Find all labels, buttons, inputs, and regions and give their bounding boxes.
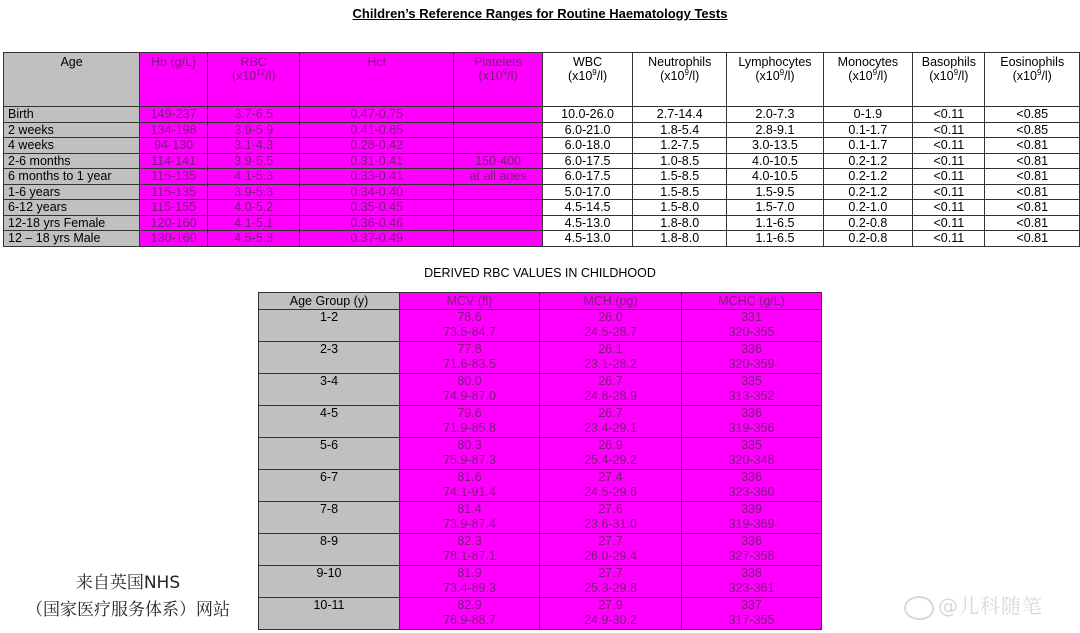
age-group-cell: 9-10 [259,566,400,598]
table-row [259,374,822,406]
mcv-range: 74.9-87.0 [443,389,496,403]
mchc-mean: 337 [741,598,762,612]
reference-ranges-table [3,52,1080,247]
mch-cell [540,406,682,438]
hct-cell: 0.35-0.45 [300,200,454,216]
lymph-cell: 2.8-9.1 [727,122,823,138]
baso-cell: <0.11 [913,169,985,185]
mchc-range: 317-355 [728,613,775,627]
age-group-cell: 10-11 [259,598,400,630]
platelets-cell [454,138,543,154]
table-row [4,169,1080,185]
mcv-mean: 79.6 [457,406,482,420]
rbc-cell: 4.1-5.3 [208,169,300,185]
mchc-range: 323-360 [728,485,775,499]
column-header-label: Lymphocytes [738,55,812,69]
mch-range: 24.8-28.9 [584,389,637,403]
hct-cell: 0.34-0.40 [300,184,454,200]
column-header: MCHC (g/L) [682,293,822,310]
wbc-cell: 4.5-13.0 [543,231,633,247]
eos-cell: <0.81 [985,215,1080,231]
rbc-cell: 4.0-5.2 [208,200,300,216]
lymph-cell: 1.5-7.0 [727,200,823,216]
mchc-range: 327-358 [728,549,775,563]
mcv-cell [400,310,540,342]
eos-cell: <0.81 [985,184,1080,200]
mch-mean: 27.6 [598,502,623,516]
wbc-cell: 6.0-18.0 [543,138,633,154]
lymph-cell: 2.0-7.3 [727,107,823,123]
wbc-cell: 5.0-17.0 [543,184,633,200]
age-group-cell: 1-2 [259,310,400,342]
column-header [543,53,633,107]
neut-cell: 1.8-8.0 [633,215,727,231]
column-header [913,53,985,107]
hb-cell: 94-130 [140,138,208,154]
age-group-cell: 7-8 [259,502,400,534]
age-cell: 1-6 years [4,184,140,200]
hct-cell: 0.33-0.41 [300,169,454,185]
eos-cell: <0.81 [985,153,1080,169]
mcv-cell [400,534,540,566]
mch-mean: 27.7 [598,566,623,580]
table-row [259,534,822,566]
mcv-mean: 80.3 [457,438,482,452]
table-row [4,200,1080,216]
mchc-range: 320-348 [728,453,775,467]
hb-cell: 149-237 [140,107,208,123]
eos-cell: <0.81 [985,138,1080,154]
age-cell: 6-12 years [4,200,140,216]
mchc-cell [682,566,822,598]
mch-cell [540,534,682,566]
column-header-unit: $(x10^9/l)$ [478,67,518,83]
mcv-cell [400,502,540,534]
mchc-mean: 335 [741,374,762,388]
age-group-cell: 5-6 [259,438,400,470]
column-header [300,53,454,107]
lymph-cell: 1.1-6.5 [727,231,823,247]
mcv-mean: 80.0 [457,374,482,388]
mch-range: 24.5-28.7 [584,325,637,339]
lymph-cell: 4.0-10.5 [727,169,823,185]
column-header [633,53,727,107]
mono-cell: 0.2-1.2 [823,153,913,169]
neut-cell: 1.0-8.5 [633,153,727,169]
rbc-cell: 3.1-4.3 [208,138,300,154]
mcv-cell [400,374,540,406]
lymph-cell: 1.5-9.5 [727,184,823,200]
column-header [823,53,913,107]
hct-cell: 0.36-0.46 [300,215,454,231]
mchc-range: 323-361 [728,581,775,595]
mch-range: 25.4-29.2 [584,453,637,467]
rbc-cell: 4.1-5.1 [208,215,300,231]
age-cell: 2 weeks [4,122,140,138]
hb-cell: 115-135 [140,169,208,185]
platelets-cell [454,107,543,123]
eos-cell: <0.85 [985,107,1080,123]
column-header [4,53,140,107]
table-row [4,138,1080,154]
mcv-cell [400,566,540,598]
mch-mean: 26.0 [598,310,623,324]
mchc-range: 319-356 [728,421,775,435]
hct-cell: 0.28-0.42 [300,138,454,154]
column-header: MCH (pg) [540,293,682,310]
rbc-cell: 3.9-5.5 [208,153,300,169]
mch-cell [540,342,682,374]
mcv-cell [400,598,540,630]
baso-cell: <0.11 [913,122,985,138]
mchc-mean: 338 [741,566,762,580]
age-cell: 12-18 yrs Female [4,215,140,231]
table-row [4,107,1080,123]
mchc-mean: 331 [741,310,762,324]
age-cell: 2-6 months [4,153,140,169]
column-header: Age Group (y) [259,293,400,310]
mcv-cell [400,438,540,470]
column-header-unit: $(x10^9/l)$ [660,67,700,83]
neut-cell: 1.5-8.0 [633,200,727,216]
baso-cell: <0.11 [913,231,985,247]
watermark-text: @儿科随笔 [938,594,1043,618]
mcv-range: 73.4-89.3 [443,581,496,595]
platelets-cell [454,231,543,247]
mch-mean: 27.4 [598,470,623,484]
mono-cell: 0.1-1.7 [823,122,913,138]
platelets-cell [454,215,543,231]
column-header-label: Platelets [474,55,523,69]
lymph-cell: 1.1-6.5 [727,215,823,231]
mch-range: 25.3-29.8 [584,581,637,595]
hb-cell: 114-141 [140,153,208,169]
mch-mean: 26.9 [598,438,623,452]
baso-cell: <0.11 [913,153,985,169]
table-row [259,502,822,534]
column-header-unit: $(x10^9/l)$ [1012,67,1052,83]
mcv-range: 75.9-87.3 [443,453,496,467]
mchc-mean: 339 [741,502,762,516]
platelets-cell: at all ages [454,169,543,185]
age-cell: 6 months to 1 year [4,169,140,185]
column-header [985,53,1080,107]
wbc-cell: 10.0-26.0 [543,107,633,123]
table-header-row [4,53,1080,107]
column-header [208,53,300,107]
rbc-cell: 3.7-6.5 [208,107,300,123]
column-header-label: RBC [240,55,267,69]
baso-cell: <0.11 [913,184,985,200]
platelets-cell [454,122,543,138]
mch-cell [540,598,682,630]
column-header-unit: $(x10^{12}/l)$ [231,67,276,83]
neut-cell: 1.8-8.0 [633,231,727,247]
mch-cell [540,374,682,406]
table-row [259,438,822,470]
column-header-label: Neutrophils [648,55,712,69]
mcv-cell [400,342,540,374]
hb-cell: 134-198 [140,122,208,138]
mch-range: 24.9-30.2 [584,613,637,627]
table-row [4,153,1080,169]
neut-cell: 1.5-8.5 [633,169,727,185]
mch-mean: 27.7 [598,534,623,548]
mcv-range: 74.1-91.4 [443,485,496,499]
column-header [140,53,208,107]
platelets-cell [454,200,543,216]
eos-cell: <0.81 [985,200,1080,216]
mch-range: 23.4-29.1 [584,421,637,435]
baso-cell: <0.11 [913,138,985,154]
column-header-unit: $(x10^9/l)$ [929,67,969,83]
mono-cell: 0.1-1.7 [823,138,913,154]
wbc-cell: 6.0-17.5 [543,153,633,169]
mchc-cell [682,502,822,534]
mcv-range: 78.1-87.1 [443,549,496,563]
table-header-row [259,293,822,310]
mch-mean: 26.1 [598,342,623,356]
neut-cell: 2.7-14.4 [633,107,727,123]
mchc-cell [682,534,822,566]
source-caption-line1: 来自英国NHS [75,573,181,593]
hct-cell: 0.37-0.49 [300,231,454,247]
table-row [4,184,1080,200]
column-header-label: Hct [367,55,387,69]
mono-cell: 0.2-0.8 [823,215,913,231]
derived-rbc-title: DERIVED RBC VALUES IN CHILDHOOD [424,266,656,280]
mchc-cell [682,438,822,470]
rbc-cell: 4.5-5.3 [208,231,300,247]
column-header [454,53,543,107]
mchc-cell [682,310,822,342]
hb-cell: 130-160 [140,231,208,247]
mono-cell: 0.2-1.2 [823,184,913,200]
document-title: Children’s Reference Ranges for Routine Haematology Tests [352,6,728,21]
column-header-label: Age [60,55,83,69]
age-cell: 12 – 18 yrs Male [4,231,140,247]
hct-cell: 0.41-0.65 [300,122,454,138]
mcv-mean: 82.9 [457,598,482,612]
age-group-cell: 6-7 [259,470,400,502]
mch-mean: 27.9 [598,598,623,612]
mch-cell [540,502,682,534]
platelets-cell: 150-400 [454,153,543,169]
mchc-cell [682,470,822,502]
wbc-cell: 4.5-14.5 [543,200,633,216]
column-header-label: Basophils [921,55,976,69]
mchc-range: 319-369 [728,517,775,531]
mchc-cell [682,598,822,630]
mchc-mean: 336 [741,342,762,356]
column-header-label: WBC [572,55,603,69]
mcv-cell [400,406,540,438]
mchc-range: 320-355 [728,325,775,339]
mchc-mean: 336 [741,534,762,548]
mch-range: 23.1-28.2 [584,357,637,371]
mch-cell [540,470,682,502]
table-row [4,231,1080,247]
mono-cell: 0-1.9 [823,107,913,123]
mono-cell: 0.2-1.0 [823,200,913,216]
mch-mean: 26.7 [598,406,623,420]
baso-cell: <0.11 [913,215,985,231]
mchc-mean: 335 [741,438,762,452]
mcv-mean: 81.9 [457,566,482,580]
column-header-label: Monocytes [837,55,899,69]
column-header-label: Eosinophils [1000,55,1065,69]
table-row [259,342,822,374]
age-cell: Birth [4,107,140,123]
column-header-unit: $(x10^9/l)$ [848,67,888,83]
source-caption-line2: （国家医疗服务体系）网站 [26,600,230,620]
hb-cell: 115-135 [140,184,208,200]
wbc-cell: 4.5-13.0 [543,215,633,231]
eos-cell: <0.81 [985,169,1080,185]
mch-mean: 26.7 [598,374,623,388]
eos-cell: <0.81 [985,231,1080,247]
mcv-mean: 82.3 [457,534,482,548]
mchc-cell [682,406,822,438]
mch-range: 26.0-29.4 [584,549,637,563]
mchc-range: 313-352 [728,389,775,403]
table-row [259,470,822,502]
age-group-cell: 2-3 [259,342,400,374]
mono-cell: 0.2-0.8 [823,231,913,247]
hct-cell: 0.31-0.41 [300,153,454,169]
table-row [259,598,822,630]
mch-range: 23.6-31.0 [584,517,637,531]
mchc-cell [682,342,822,374]
rbc-cell: 3.9-5.9 [208,122,300,138]
mch-range: 24.5-29.6 [584,485,637,499]
mch-cell [540,438,682,470]
table-row [259,406,822,438]
mch-cell [540,566,682,598]
hb-cell: 120-160 [140,215,208,231]
weibo-icon [904,596,934,620]
rbc-cell: 3.9-5.3 [208,184,300,200]
baso-cell: <0.11 [913,200,985,216]
lymph-cell: 3.0-13.5 [727,138,823,154]
mcv-range: 76.9-88.7 [443,613,496,627]
column-header-unit: $(x10^9/l)$ [567,67,608,83]
eos-cell: <0.85 [985,122,1080,138]
mcv-cell [400,470,540,502]
mono-cell: 0.2-1.2 [823,169,913,185]
wbc-cell: 6.0-21.0 [543,122,633,138]
platelets-cell [454,184,543,200]
baso-cell: <0.11 [913,107,985,123]
table-row [4,215,1080,231]
age-group-cell: 3-4 [259,374,400,406]
hb-cell: 115-155 [140,200,208,216]
mcv-range: 73.9-87.4 [443,517,496,531]
mcv-mean: 78.6 [457,310,482,324]
age-group-cell: 8-9 [259,534,400,566]
mcv-range: 71.6-83.5 [443,357,496,371]
derived-rbc-table [258,292,822,630]
mchc-mean: 336 [741,470,762,484]
table-row [4,122,1080,138]
table-row [259,566,822,598]
mcv-range: 71.9-85.8 [443,421,496,435]
column-header-unit: $(x10^9/l)$ [755,67,795,83]
mcv-mean: 81.6 [457,470,482,484]
hct-cell: 0.47-0.75 [300,107,454,123]
mcv-mean: 77.8 [457,342,482,356]
mcv-range: 73.5-84.7 [443,325,496,339]
neut-cell: 1.2-7.5 [633,138,727,154]
mch-cell [540,310,682,342]
neut-cell: 1.8-5.4 [633,122,727,138]
age-group-cell: 4-5 [259,406,400,438]
column-header-label: Hb (g/L) [151,55,197,69]
mchc-cell [682,374,822,406]
column-header: MCV (fl) [400,293,540,310]
column-header [727,53,823,107]
neut-cell: 1.5-8.5 [633,184,727,200]
wbc-cell: 6.0-17.5 [543,169,633,185]
lymph-cell: 4.0-10.5 [727,153,823,169]
age-cell: 4 weeks [4,138,140,154]
mcv-mean: 81.4 [457,502,482,516]
watermark [904,590,1043,620]
table-row [259,310,822,342]
mchc-mean: 336 [741,406,762,420]
mchc-range: 320-359 [728,357,775,371]
